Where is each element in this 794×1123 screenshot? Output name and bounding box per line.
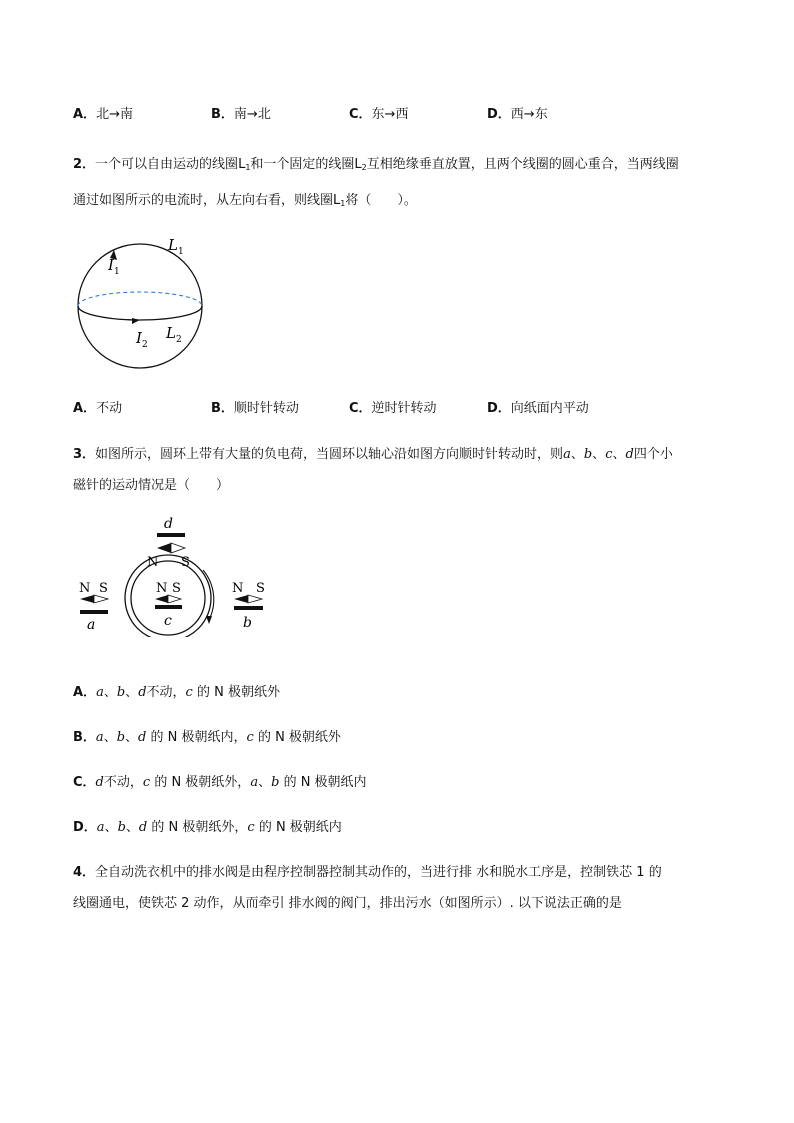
q2-line1 (73, 153, 679, 172)
label-a: a (87, 617, 96, 633)
option-text: 的 N 极朝纸内 (283, 775, 367, 790)
needle-a-s-icon (94, 595, 108, 603)
label-c-s: S (172, 581, 181, 596)
option-text: 的 N 极朝纸内 (258, 820, 342, 835)
q3-option-c (73, 771, 367, 790)
q3-option-b (73, 726, 341, 745)
option-text: 不动， (103, 775, 143, 790)
var-a: a (95, 730, 104, 745)
separator: 、 (103, 685, 117, 700)
option-label: C． (349, 107, 372, 122)
option-label: A． (73, 685, 97, 700)
option-label: B． (211, 107, 234, 122)
q2-text-part: 和一个固定的线圈 (250, 157, 355, 172)
separator: 、 (125, 820, 139, 835)
var-c: c (605, 447, 613, 462)
option-text: 向纸面内平动 (510, 401, 589, 416)
q2-text-part: 互相绝缘垂直放置，且两个线圈的圆心重合，当两线圈 (366, 157, 679, 172)
option-text: 不动， (146, 685, 186, 700)
option-text: 顺时针转动 (233, 401, 299, 416)
label-c-n: N (156, 581, 168, 596)
subscript: 1 (245, 163, 251, 172)
var-b: b (271, 775, 280, 790)
needle-d-n-icon (157, 543, 171, 553)
q3-option-a (73, 681, 280, 700)
q2-option-d (487, 397, 589, 416)
label-i1: $I_1$ (108, 256, 120, 277)
q4-text-part: 全自动洗衣机中的排水阀是由程序控制器控制其动作的，当进行排 水和脱水工序是，控制铁芯 1 的 (95, 865, 662, 880)
q3-line2: 磁针的运动情况是（ ） (73, 478, 230, 493)
label-a-n: N (79, 581, 91, 596)
var-b: b (583, 447, 593, 462)
separator: 、 (103, 730, 117, 745)
label-i2: $I_2$ (136, 329, 148, 350)
label-c: c (164, 613, 172, 629)
label-b-s: S (256, 581, 265, 596)
q3-text-part: 如图所示，圆环上带有大量的负电荷，当圆环以轴心沿如图方向顺时针转动时，则 (95, 447, 564, 462)
option-label: C． (349, 401, 372, 416)
clockwise-arrow-icon (206, 616, 212, 624)
q2-option-a (73, 397, 122, 416)
q1-option-b (211, 103, 271, 122)
coil-symbol: L (354, 157, 362, 172)
var-a: a (563, 447, 571, 462)
option-label: A． (73, 401, 97, 416)
q2-option-b (211, 397, 299, 416)
option-label: A． (73, 107, 97, 122)
coil-symbol: L (333, 193, 341, 208)
q1-option-c (349, 103, 408, 122)
q2-line2 (73, 189, 417, 208)
option-label: D． (487, 401, 511, 416)
needle-c-s-icon (168, 595, 181, 603)
option-text: 西→东 (510, 107, 548, 122)
needle-c-n-icon (155, 595, 168, 603)
subscript: 2 (361, 163, 367, 172)
q2-option-c (349, 397, 437, 416)
needle-b-s-icon (248, 595, 262, 603)
option-text: 南→北 (233, 107, 271, 122)
var-a: a (96, 685, 104, 700)
q3-text-part: 四个小 (633, 447, 673, 462)
coil-symbol: L (238, 157, 246, 172)
option-text: 东→西 (371, 107, 409, 122)
label-d-s: S (181, 555, 190, 570)
var-a: a (250, 775, 259, 790)
option-text: 不动 (96, 401, 123, 416)
var-b: b (116, 730, 126, 745)
option-label: B． (73, 730, 96, 745)
q4-line2: 线圈通电，使铁芯 2 动作，从而牵引 排水阀的阀门，排出污水（如图所示）. 以下说法正确的是 (73, 896, 622, 911)
option-text: 北→南 (96, 107, 133, 122)
option-text: 的 N 极朝纸外， (154, 775, 251, 790)
separator: 、 (612, 447, 626, 462)
subscript: 1 (340, 199, 346, 208)
q3-line1 (73, 443, 673, 462)
var-d: d (138, 820, 148, 835)
var-d: d (95, 775, 104, 790)
option-label: D． (73, 820, 97, 835)
option-text: 逆时针转动 (371, 401, 437, 416)
var-c: c (246, 730, 254, 745)
option-text: 的 N 极朝纸外， (151, 820, 248, 835)
option-text: 的 N 极朝纸外 (196, 685, 280, 700)
label-a-s: S (99, 581, 108, 596)
question-number: 3． (73, 447, 96, 462)
q2-text-part: 一个可以自由运动的线圈 (95, 157, 239, 172)
label-l2: $L_2$ (166, 324, 182, 345)
label-l1: $L_1$ (168, 236, 184, 257)
arrow-i2-icon (132, 318, 140, 324)
separator: 、 (125, 685, 139, 700)
option-label: C． (73, 775, 96, 790)
separator: 、 (104, 820, 118, 835)
label-d-n: N (147, 555, 159, 570)
separator: 、 (570, 447, 584, 462)
separator: 、 (258, 775, 272, 790)
q4-line1 (73, 861, 662, 880)
var-d: d (138, 730, 147, 745)
option-text: 的 N 极朝纸外 (257, 730, 341, 745)
q3-option-d (73, 816, 342, 835)
question-number: 4． (73, 865, 96, 880)
magnet-b-bar (234, 606, 263, 610)
q2-text-part: 通过如图所示的电流时，从左向右看，则线圈 (73, 193, 334, 208)
var-b: b (117, 820, 126, 835)
label-d: d (164, 516, 173, 532)
needle-b-n-icon (234, 595, 248, 603)
separator: 、 (592, 447, 606, 462)
question-number: 2． (73, 157, 96, 172)
q3-magnet-figure (75, 512, 275, 637)
var-b: b (116, 685, 126, 700)
label-b: b (243, 615, 252, 631)
coil-l2-front-arc (78, 306, 202, 320)
magnet-c-bar (155, 605, 182, 609)
magnet-d-bar (157, 533, 185, 537)
magnet-a-bar (80, 610, 108, 614)
q1-option-a (73, 103, 133, 122)
coil-l1-circle (78, 244, 202, 368)
var-d: d (625, 447, 634, 462)
var-c: c (142, 775, 151, 790)
option-label: B． (211, 401, 234, 416)
var-a: a (96, 820, 105, 835)
q2-coil-figure (70, 230, 215, 375)
var-c: c (247, 820, 255, 835)
needle-a-n-icon (80, 595, 94, 603)
q1-option-d (487, 103, 548, 122)
q2-text-part: 将（ ）。 (345, 193, 417, 208)
needle-d-s-icon (171, 543, 185, 553)
label-b-n: N (232, 581, 244, 596)
var-d: d (138, 685, 147, 700)
var-c: c (185, 685, 193, 700)
coil-l2-back-arc (78, 292, 202, 306)
separator: 、 (125, 730, 139, 745)
option-label: D． (487, 107, 511, 122)
option-text: 的 N 极朝纸内， (150, 730, 247, 745)
